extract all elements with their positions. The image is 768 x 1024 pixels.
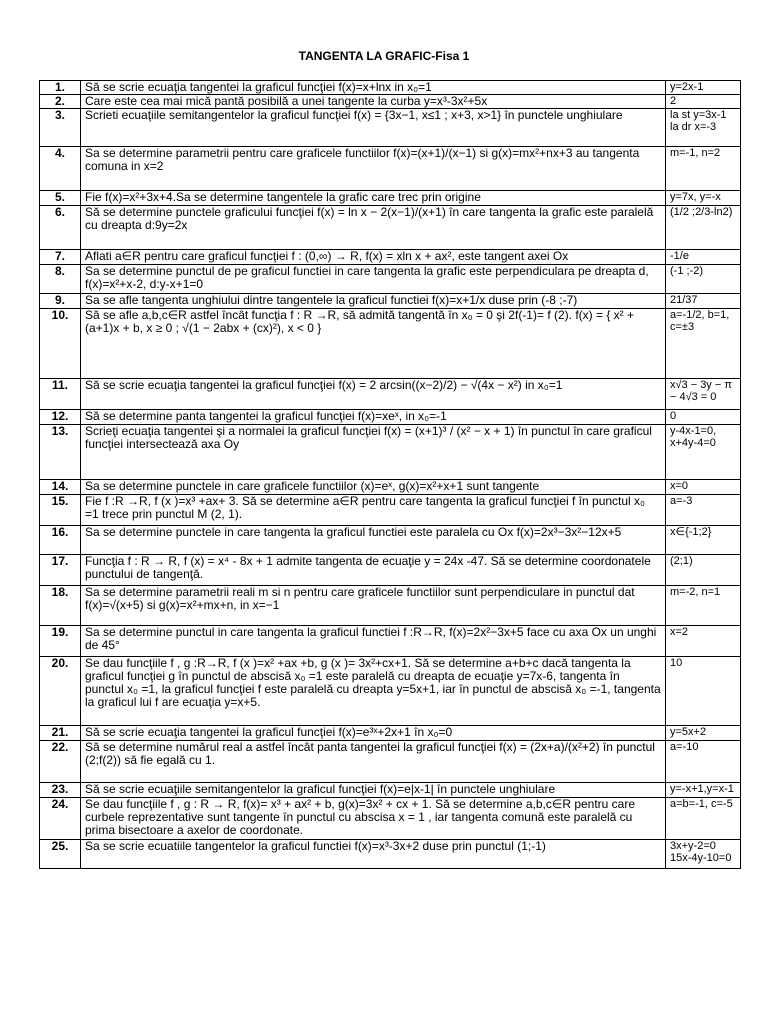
exercise-text: Se dau funcţiile f , g :R→R, f (x )=x² +ax +b, g (x )= 3x²+cx+1. Să se determine a+b+c dacă tangenta la graficul funcţiei g în punctul de abscisă x₀ =1 este paralelă cu dreapta de ecuaţie y=7x-6, tangenta în punctul x₀ =1, la graficul funcţiei f este paralelă cu dreapta y=5x+1, iar în punctul de abscisă x₀ =-1, tangenta la graficul lui f are ecuaţia y=x+5.: [81, 657, 666, 726]
table-row: [40, 109, 741, 147]
exercise-number: 11.: [40, 379, 81, 410]
exercise-text: Fie f :R →R, f (x )=x³ +ax+ 3. Să se determine a∈R pentru care tangenta la graficul funcţiei f în punctul x₀ =1 trece prin punctul M (2, 1).: [81, 495, 666, 526]
table-row: [40, 294, 741, 309]
exercise-text: Să se determine punctele graficului funcţiei f(x) = ln x − 2(x−1)/(x+1) în care tangenta la grafic este paralelă cu dreapta d:9y=2x: [81, 206, 666, 250]
exercise-number: 4.: [40, 147, 81, 191]
exercise-text: Sa se determine punctul in care tangenta la graficul functiei f :R→R, f(x)=2x²−3x+5 face cu axa Ox un unghi de 45°: [81, 626, 666, 657]
exercise-text: Sa se determine parametrii reali m si n pentru care graficele functiilor sunt perpendiculare in punctul dat f(x)=√(x+5) si g(x)=x²+mx+n, in x=−1: [81, 586, 666, 626]
exercise-answer: y=2x-1: [666, 81, 741, 95]
table-row: [40, 265, 741, 294]
exercise-answer: (1/2 ;2/3-ln2): [666, 206, 741, 250]
exercise-number: 15.: [40, 495, 81, 526]
exercise-answer: a=-3: [666, 495, 741, 526]
table-row: [40, 206, 741, 250]
exercise-answer: a=-1/2, b=1, c=±3: [666, 309, 741, 379]
exercise-number: 8.: [40, 265, 81, 294]
table-row: [40, 147, 741, 191]
exercise-number: 23.: [40, 783, 81, 798]
exercise-text: Funcţia f : R → R, f (x) = x⁴ - 8x + 1 admite tangenta de ecuaţie y = 24x -47. Să se determine coordonatele punctului de tangenţă.: [81, 555, 666, 586]
exercise-text: Sa se determine punctele in care tangenta la graficul functiei este paralela cu Ox f(x)=2x³−3x²−12x+5: [81, 526, 666, 555]
exercise-number: 1.: [40, 81, 81, 95]
table-row: [40, 379, 741, 410]
table-row: [40, 495, 741, 526]
table-row: [40, 410, 741, 425]
exercise-answer: x=2: [666, 626, 741, 657]
exercise-text: Sa se scrie ecuatiile tangentelor la graficul functiei f(x)=x³-3x+2 duse prin punctul (1;-1): [81, 840, 666, 869]
exercise-text: Să se scrie ecuaţia tangentei la graficul funcţiei f(x)=x+lnx in x₀=1: [81, 81, 666, 95]
exercise-answer: x=0: [666, 480, 741, 495]
table-row: [40, 741, 741, 783]
table-row: [40, 95, 741, 109]
exercise-text: Să se afle a,b,c∈R astfel încât funcţia f : R →R, să admită tangentă în x₀ = 0 şi 2f(-1)= f (2). f(x) = { x² + (a+1)x + b, x ≥ 0 ; √(1 − 2abx + (cx)²), x < 0 }: [81, 309, 666, 379]
exercise-answer: y-4x-1=0, x+4y-4=0: [666, 425, 741, 480]
exercise-number: 17.: [40, 555, 81, 586]
exercise-text: Fie f(x)=x²+3x+4.Sa se determine tangentele la grafic care trec prin origine: [81, 191, 666, 206]
exercise-number: 7.: [40, 250, 81, 265]
exercise-text: Să se determine numărul real a astfel încât panta tangentei la graficul funcţiei f(x) = (2x+a)/(x²+2) în punctul (2;f(2)) să fie egală cu 1.: [81, 741, 666, 783]
exercise-text: Se dau funcţiile f , g : R → R, f(x)= x³ + ax² + b, g(x)=3x² + cx + 1. Să se determine a,b,c∈R pentru care curbele reprezentative sunt tangente în punctul cu abscisa x = 1 , iar tangenta comună este paralelă cu prima bisectoare a axelor de coordonate.: [81, 798, 666, 840]
exercise-text: Să se scrie ecuaţiile semitangentelor la graficul funcţiei f(x)=e|x-1| în punctele unghiulare: [81, 783, 666, 798]
exercise-text: Aflati a∈R pentru care graficul funcţiei f : (0,∞) → R, f(x) = xln x + ax², este tangent axei Ox: [81, 250, 666, 265]
exercise-answer: la st y=3x-1 la dr x=-3: [666, 109, 741, 147]
exercise-text: Care este cea mai mică pantă posibilă a unei tangente la curba y=x³-3x²+5x: [81, 95, 666, 109]
exercise-answer: a=b=-1, c=-5: [666, 798, 741, 840]
table-row: [40, 555, 741, 586]
exercise-number: 2.: [40, 95, 81, 109]
exercise-answer: x∈{-1;2}: [666, 526, 741, 555]
table-row: [40, 657, 741, 726]
exercise-number: 13.: [40, 425, 81, 480]
table-row: [40, 480, 741, 495]
table-row: [40, 191, 741, 206]
exercise-number: 9.: [40, 294, 81, 309]
exercise-answer: x√3 − 3y − π − 4√3 = 0: [666, 379, 741, 410]
exercise-answer: y=-x+1,y=x-1: [666, 783, 741, 798]
exercise-number: 19.: [40, 626, 81, 657]
exercise-answer: m=-1, n=2: [666, 147, 741, 191]
exercise-number: 21.: [40, 726, 81, 741]
table-row: [40, 840, 741, 869]
exercise-number: 22.: [40, 741, 81, 783]
exercise-text: Să se scrie ecuaţia tangentei la graficul funcţiei f(x) = 2 arcsin((x−2)/2) − √(4x − x²) in x₀=1: [81, 379, 666, 410]
exercise-number: 5.: [40, 191, 81, 206]
exercise-text: Sa se afle tangenta unghiului dintre tangentele la graficul functiei f(x)=x+1/x duse prin (-8 ;-7): [81, 294, 666, 309]
exercise-number: 25.: [40, 840, 81, 869]
exercise-answer: a=-10: [666, 741, 741, 783]
exercise-answer: y=7x, y=-x: [666, 191, 741, 206]
exercise-answer: y=5x+2: [666, 726, 741, 741]
exercise-answer: 3x+y-2=0 15x-4y-10=0: [666, 840, 741, 869]
exercise-number: 16.: [40, 526, 81, 555]
exercise-answer: 21/37: [666, 294, 741, 309]
exercise-number: 6.: [40, 206, 81, 250]
page-title: TANGENTA LA GRAFIC-Fisa 1: [298, 49, 470, 63]
table-row: [40, 783, 741, 798]
table-row: [40, 586, 741, 626]
exercise-text: Sa se determine parametrii pentru care graficele functiilor f(x)=(x+1)/(x−1) si g(x)=mx²+nx+3 au tangenta comuna in x=2: [81, 147, 666, 191]
table-row: [40, 81, 741, 95]
exercise-answer: 10: [666, 657, 741, 726]
exercise-answer: 0: [666, 410, 741, 425]
table-row: [40, 726, 741, 741]
exercise-table: [39, 80, 741, 869]
table-row: [40, 425, 741, 480]
exercise-number: 20.: [40, 657, 81, 726]
exercise-text: Scrieti ecuaţiile semitangentelor la graficul funcţiei f(x) = {3x−1, x≤1 ; x+3, x>1} în punctele unghiulare: [81, 109, 666, 147]
table-row: [40, 798, 741, 840]
exercise-answer: 2: [666, 95, 741, 109]
exercise-text: Sa se determine punctele in care graficele functiilor (x)=eˣ, g(x)=x²+x+1 sunt tangente: [81, 480, 666, 495]
table-row: [40, 309, 741, 379]
table-row: [40, 526, 741, 555]
exercise-number: 10.: [40, 309, 81, 379]
exercise-number: 14.: [40, 480, 81, 495]
exercise-text: Sa se determine punctul de pe graficul functiei in care tangenta la grafic este perpendiculara pe dreapta d, f(x)=x²+x-2, d:y-x+1=0: [81, 265, 666, 294]
exercise-answer: m=-2, n=1: [666, 586, 741, 626]
table-row: [40, 626, 741, 657]
exercise-answer: (2;1): [666, 555, 741, 586]
exercise-text: Să se scrie ecuaţia tangentei la graficul funcţiei f(x)=e³ˣ+2x+1 în x₀=0: [81, 726, 666, 741]
exercise-number: 12.: [40, 410, 81, 425]
exercise-text: Scrieţi ecuaţia tangentei şi a normalei la graficul funcţiei f(x) = (x+1)³ / (x² − x + 1) în punctul în care graficul funcţiei intersectează axa Oy: [81, 425, 666, 480]
exercise-answer: (-1 ;-2): [666, 265, 741, 294]
exercise-answer: -1/e: [666, 250, 741, 265]
exercise-number: 3.: [40, 109, 81, 147]
exercise-text: Să se determine panta tangentei la graficul funcţiei f(x)=xeˣ, in x₀=-1: [81, 410, 666, 425]
exercise-number: 24.: [40, 798, 81, 840]
exercise-number: 18.: [40, 586, 81, 626]
table-row: [40, 250, 741, 265]
